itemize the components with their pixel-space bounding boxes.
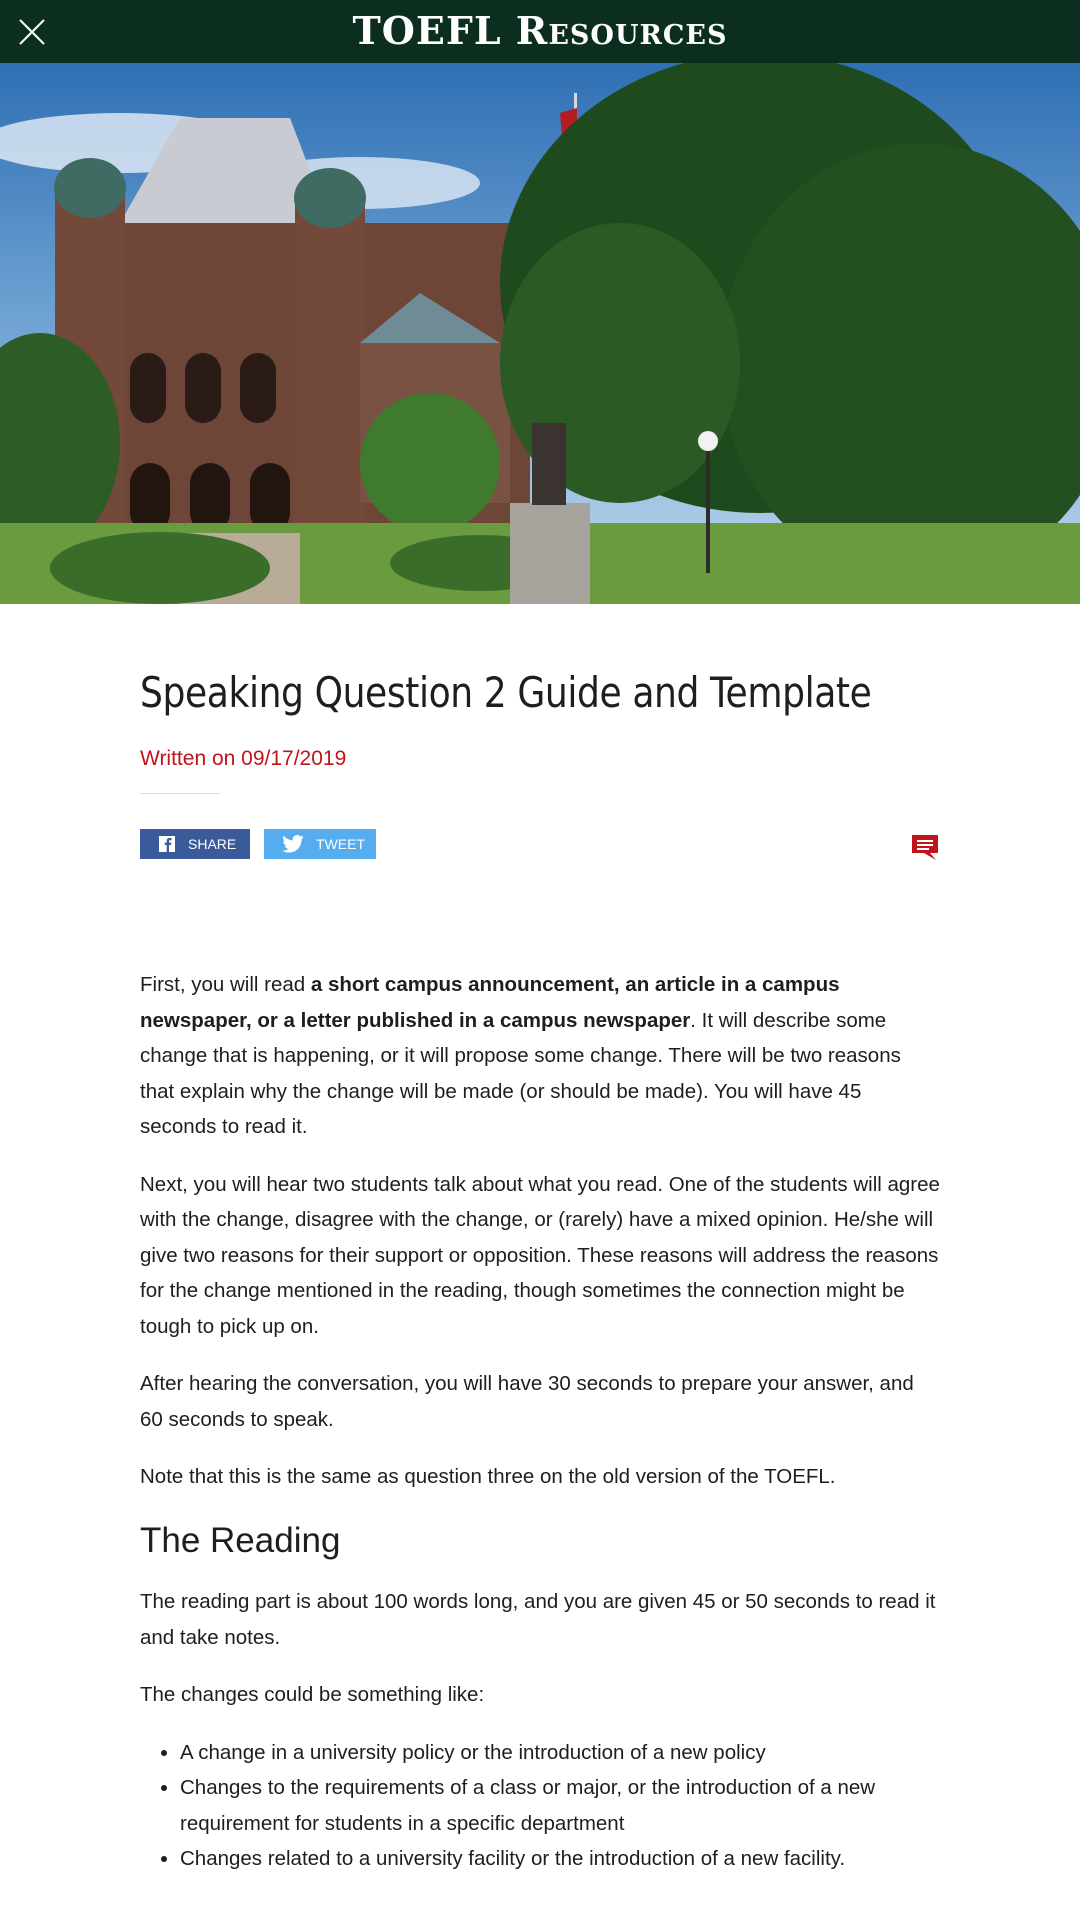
facebook-share-button[interactable]: [140, 829, 250, 859]
top-bar: [0, 0, 1080, 63]
list-item: • A change in a university policy or the introduction of a new policy: [180, 1735, 940, 1771]
post-date: Written on 09/17/2019: [140, 747, 347, 770]
paragraph-intro: First, you will read a short campus announcement, an article in a campus newspaper, or a letter published in a campus newspaper. It will describe some change that is happening, or it will propose some change. There will be two reasons that explain why the change will be made (or should be made). You will have 45 seconds to read it.: [140, 973, 901, 1138]
bold-text: a short campus announcement, an article in a campus newspaper, or a letter published in a campus newspaper: [140, 973, 840, 1032]
article-body: [140, 967, 940, 1877]
comment-icon[interactable]: [910, 833, 940, 861]
list-item: • Changes to the requirements of a class or major, or the introduction of a new requirement for students in a specific department: [180, 1770, 940, 1841]
share-label: SHARE: [188, 836, 237, 852]
site-title[interactable]: TOEFL Resources: [352, 8, 728, 53]
page-title: Speaking Question 2 Guide and Template: [140, 668, 872, 717]
article: [140, 604, 940, 1877]
paragraph-timing: After hearing the conversation, you will have 30 seconds to prepare your answer, and 60 seconds to speak.: [140, 1372, 914, 1431]
paragraph-conversation: Next, you will hear two students talk about what you read. One of the students will agree with the change, disagree with the change, or (rarely) have a mixed opinion. He/she will give two reasons for their support or opposition. These reasons will address the reasons for the change mentioned in the reading, though sometimes the connection might be tough to pick up on.: [140, 1172, 940, 1338]
paragraph-reading: The reading part is about 100 words long, and you are given 45 or 50 seconds to read it and take notes.: [140, 1590, 936, 1649]
divider: [140, 793, 220, 794]
paragraph-note: Note that this is the same as question three on the old version of the TOEFL.: [140, 1465, 836, 1488]
facebook-icon: [158, 835, 176, 853]
twitter-tweet-button[interactable]: [264, 829, 376, 859]
change-list: [140, 1735, 940, 1877]
hero-image: [0, 63, 1080, 604]
list-item: • Changes related to a university facility or the introduction of a new facility.: [180, 1841, 940, 1877]
section-heading: The Reading: [140, 1520, 341, 1560]
tweet-label: TWEET: [316, 836, 365, 852]
paragraph-changes: The changes could be something like:: [140, 1683, 485, 1706]
share-row: [140, 829, 940, 859]
twitter-icon: [282, 835, 304, 853]
